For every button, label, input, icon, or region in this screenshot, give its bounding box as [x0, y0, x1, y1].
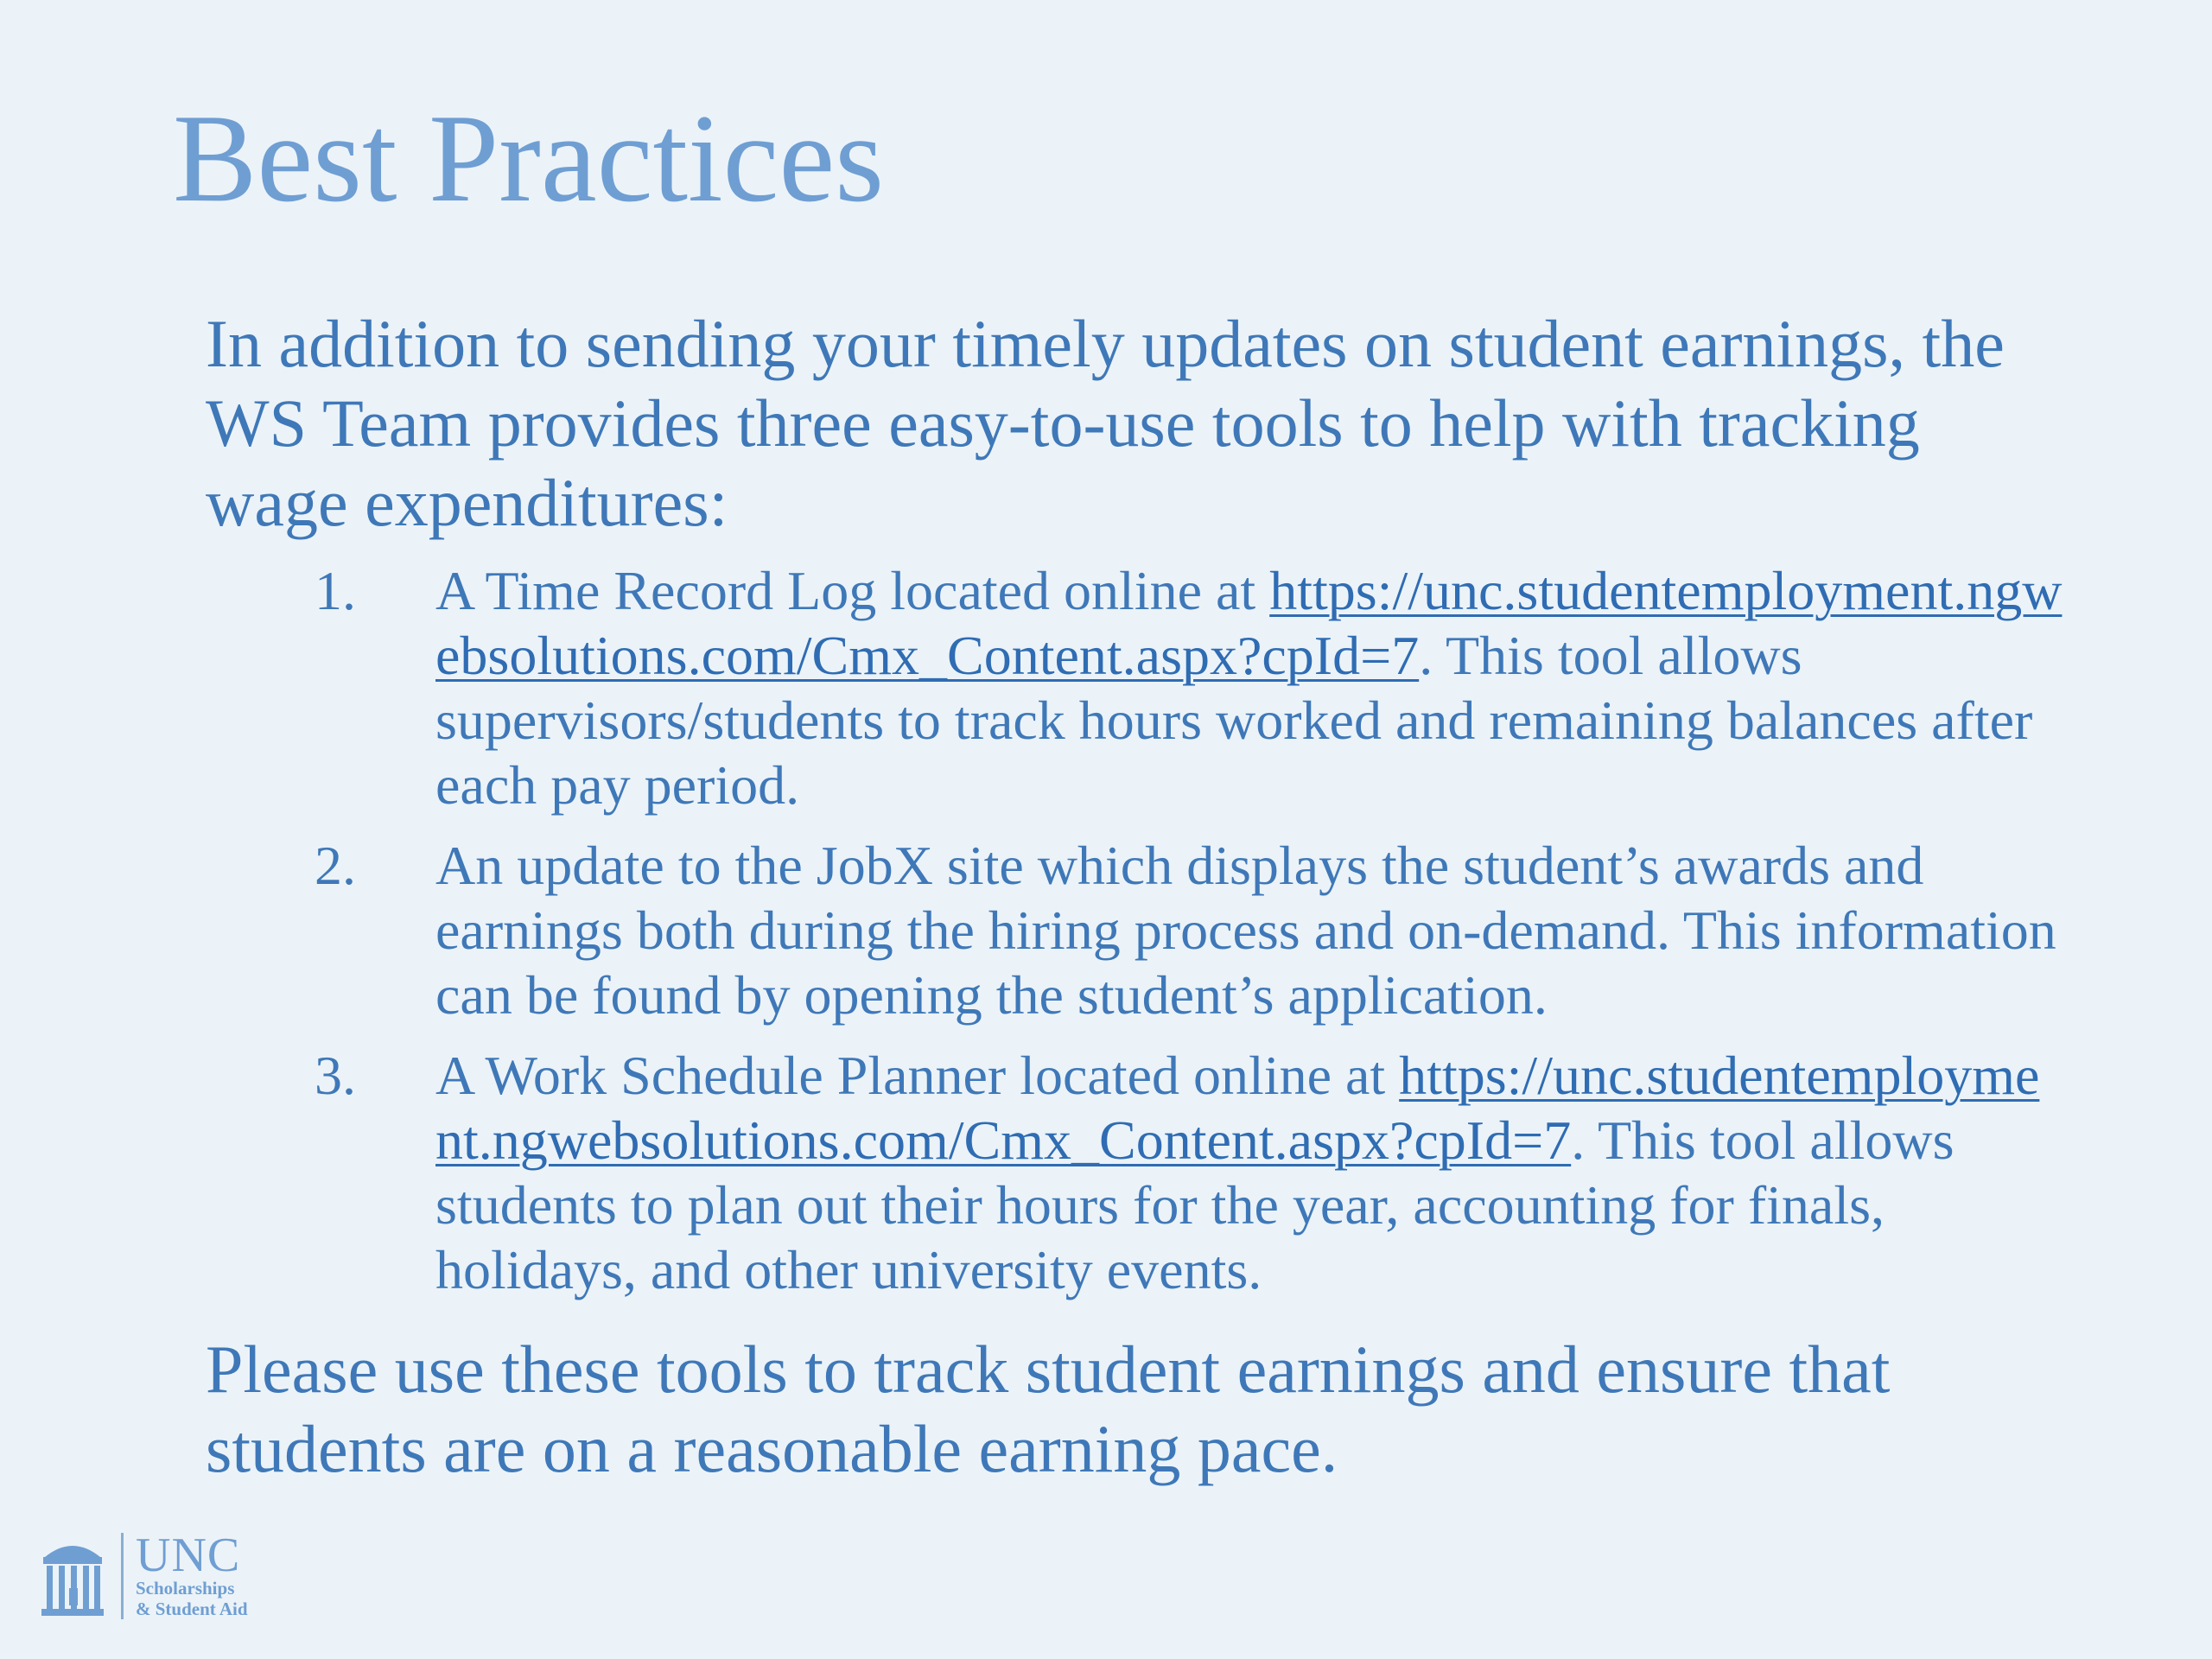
slide-content	[206, 304, 2063, 1489]
logo-line2: & Student Aid	[136, 1599, 248, 1619]
list-item-number: 1.	[315, 560, 356, 621]
logo-text	[136, 1529, 248, 1619]
list-item-number: 2.	[315, 835, 356, 896]
list-item-text: A Work Schedule Planner located online at	[435, 1045, 1400, 1106]
list-item	[206, 1043, 2063, 1302]
list-item	[206, 558, 2063, 817]
old-well-icon	[40, 1531, 105, 1621]
list-item-text: A Time Record Log located online at	[435, 560, 1270, 621]
unc-logo	[40, 1531, 248, 1621]
intro-paragraph: In addition to sending your timely updates on student earnings, the WS Team provides three easy-to-use tools to help with tracking wage expenditures:	[206, 306, 2005, 540]
logo-divider	[121, 1533, 124, 1619]
list-item	[206, 833, 2063, 1027]
work-schedule-planner-link[interactable]: https://unc.studentemployment.ngwebsolutions.com/Cmx_Content.aspx?cpId=7	[435, 1045, 2040, 1171]
list-item-text: . This tool allows students to plan out their hours for the year, accounting for finals, holidays, and other university events.	[435, 1109, 1955, 1300]
time-record-log-link[interactable]: https://unc.studentemployment.ngwebsolutions.com/Cmx_Content.aspx?cpId=7	[435, 560, 2063, 686]
list-item-text: . This tool allows supervisors/students to track hours worked and remaining balances after each pay period.	[435, 625, 2033, 816]
closing-paragraph: Please use these tools to track student earnings and ensure that students are on a reasonable earning pace.	[206, 1332, 1891, 1486]
slide-title: Best Practices	[173, 88, 885, 228]
logo-unc: UNC	[136, 1529, 241, 1582]
logo-line1: Scholarships	[136, 1578, 235, 1599]
list-item-text: An update to the JobX site which displays the student’s awards and earnings both during the hiring process and on-demand. This information can be found by opening the student’s application.	[435, 835, 2056, 1026]
list-item-number: 3.	[315, 1045, 356, 1106]
tools-list	[206, 558, 2063, 1302]
